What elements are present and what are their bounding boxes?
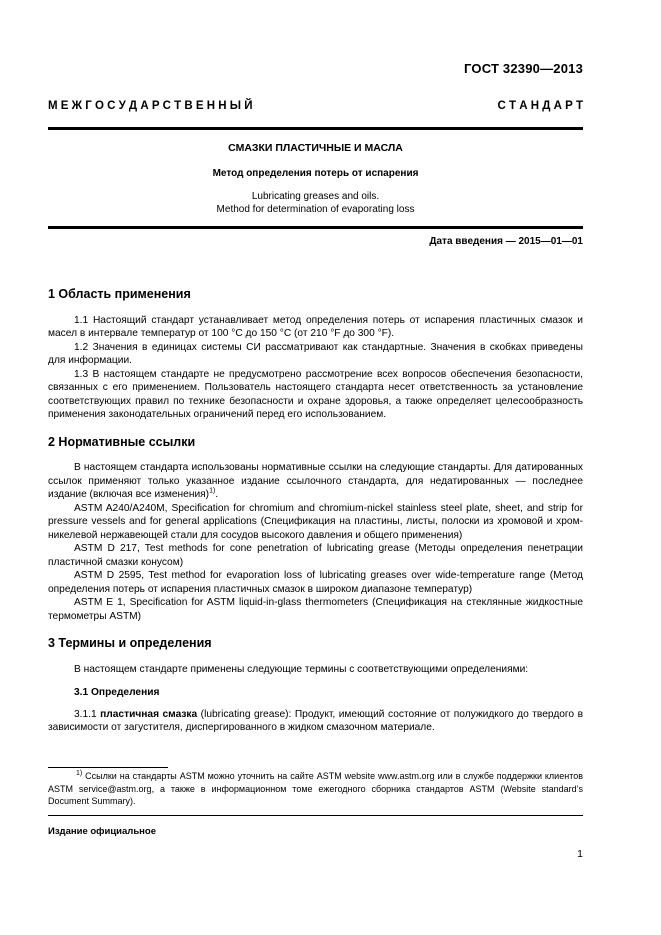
footnote-rule (48, 767, 168, 768)
document-body (48, 288, 583, 735)
paragraph-1-1: 1.1 Настоящий стандарт устанавливает метод определения потерь от испарения пластичных смазок и масел в интервале температур от 100 °С до 150 °С (от 210 °F до 300 °F). (48, 314, 583, 339)
footnote-text: Ссылки на стандарты ASTM можно уточнить на сайте ASTM website www.astm.org или в службе поддержки клиентов ASTM service@astm.org, а также в информационном томе ежегодного сборника стандартов ASTM (Website standard’s Document Summary). (48, 771, 583, 806)
footer-rule (48, 815, 583, 816)
footnote-reference: 1) (209, 487, 216, 495)
introduction-date: Дата введения — 2015—01—01 (429, 236, 583, 247)
definition-text: (lubricating grease): Продукт, имеющий состояние от полужидкого до твердого в зависимости от загустителя, диспергированного в жидком смазочном материале. (48, 708, 583, 733)
title-english-line1: Lubricating greases and oils. (251, 191, 380, 202)
definition-3-1-1 (48, 708, 583, 735)
banner-left: М Е Ж Г О С У Д А Р С Т В Е Н Н Ы Й (48, 100, 253, 112)
standard-banner (48, 100, 583, 112)
reference-astm-d217: ASTM D 217, Test methods for cone penetration of lubricating grease (Методы определения пенетрации пластичной смазки конусом) (48, 543, 583, 568)
paragraph-1-2: 1.2 Значения в единицах системы СИ рассматривают как стандартные. Значения в скобках приведены для информации. (48, 341, 583, 366)
definition-term: пластичная смазка (100, 708, 198, 720)
paragraph-1-3: 1.3 В настоящем стандарте не предусмотрено рассмотрение всех вопросов обеспечения безопасности, связанных с его применением. Пользователь настоящего стандарта несет ответственность за установление соответствующих правил по технике безопасности и охране здоровья, а также определяет целесообразность применения законодательных ограничений перед его использованием. (48, 368, 583, 420)
footnote-mark: 1) (76, 770, 83, 777)
subtitle-russian: Метод определения потерь от испарения (212, 168, 419, 179)
reference-astm-a240: ASTM A240/A240M, Specification for chromium and chromium-nickel stainless steel plate, sheet, and strip for pressure vessels and for general applications (Спецификация на пластины, листы, полоски из хромовой и хром-никелевой нержавеющей стали для сосудов высокого давления и общего применения) (48, 502, 583, 541)
top-rule (48, 127, 583, 130)
footnote-body (48, 770, 583, 808)
paragraph-2-intro-text: В настоящем стандарта использованы нормативные ссылки на следующие стандарты. Для датированных ссылок применяют только указанное издание ссылочного стандарта, для недатированных — последнее издание (включая все изменения) (48, 462, 583, 500)
reference-astm-d2595: ASTM D 2595, Test method for evaporation loss of lubricating greases over wide-temperature range (Метод определения потерь от испарения пластичных смазок в широком диапазоне температур) (48, 570, 583, 595)
banner-right: С Т А Н Д А Р Т (497, 100, 583, 112)
paragraph-2-intro-end: . (215, 489, 219, 500)
definition-number: 3.1.1 (74, 708, 101, 720)
official-edition-label: Издание официальное (48, 826, 156, 837)
title-english (48, 190, 583, 216)
reference-astm-e1: ASTM E 1, Specification for ASTM liquid-in-glass thermometers (Спецификация на стеклянные жидкостные термометры ASTM) (48, 597, 583, 622)
section-3-heading: 3 Термины и определения (48, 636, 212, 650)
subsection-3-1-heading: 3.1 Определения (74, 687, 160, 698)
title-russian: СМАЗКИ ПЛАСТИЧНЫЕ И МАСЛА (228, 142, 403, 154)
page-number: 1 (577, 848, 583, 860)
section-1-heading: 1 Область применения (48, 287, 191, 301)
paragraph-2-intro (48, 461, 583, 502)
title-bottom-rule (48, 226, 583, 229)
footnote (48, 770, 583, 808)
section-2-heading: 2 Нормативные ссылки (48, 434, 196, 449)
title-english-line2: Method for determination of evaporating loss (216, 204, 415, 215)
paragraph-3-intro: В настоящем стандарте применены следующие термины с соответствующими определениями: (74, 663, 529, 675)
standard-code: ГОСТ 32390—2013 (464, 61, 583, 76)
